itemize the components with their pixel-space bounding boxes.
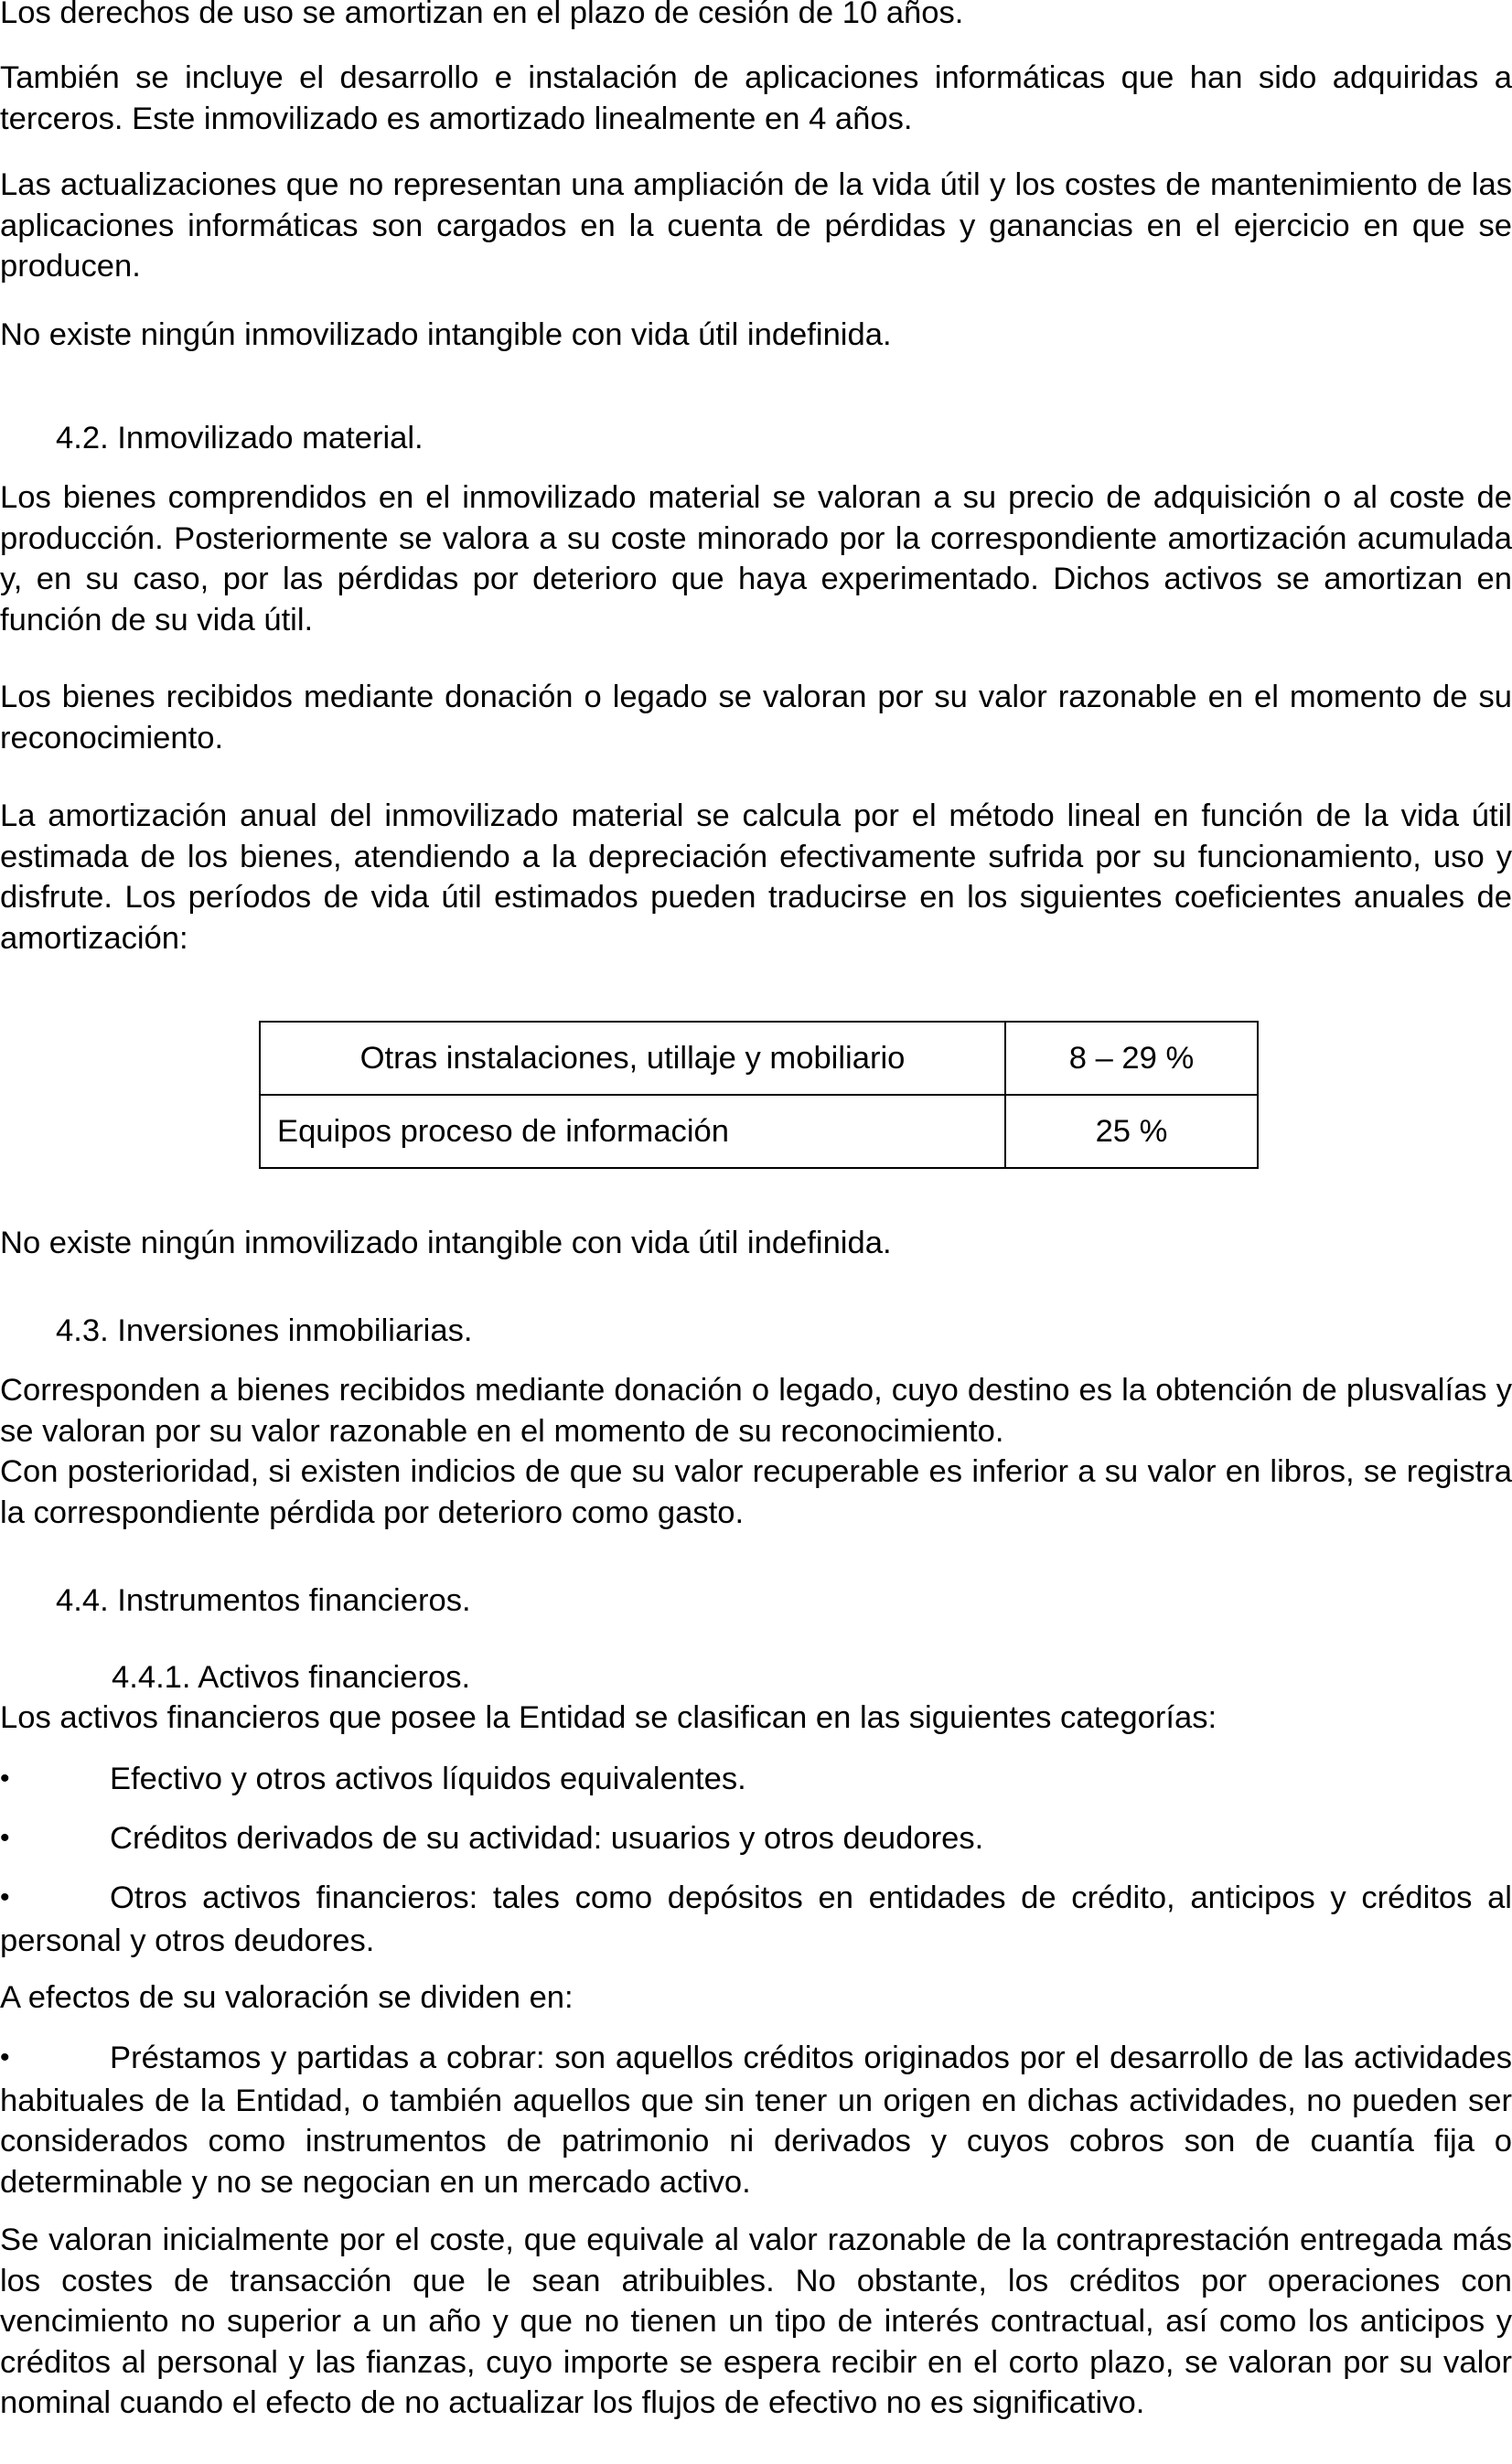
heading-4-4-1: 4.4.1. Activos financieros. (112, 1660, 471, 1695)
paragraph-valoracion: A efectos de su valoración se dividen en: (0, 1980, 574, 2015)
table-cell-rate: 25 % (1005, 1095, 1258, 1168)
list-item-text: Créditos derivados de su actividad: usuarios y otros deudores. (110, 1821, 984, 1856)
list-item (0, 1878, 1512, 1961)
paragraph-derechos-uso: Los derechos de uso se amortizan en el plazo de cesión de 10 años. (0, 0, 964, 30)
paragraph-amortizacion-anual: La amortización anual del inmovilizado material se calcula por el método lineal en función de la vida útil estimada de los bienes, atendiendo a la depreciación efectivamente sufrida por su funcionamiento, uso y disfrute. Los períodos de vida útil estimados pueden traducirse en los siguientes coeficientes anuales de amortización: (0, 798, 1512, 956)
list-item (0, 2038, 1512, 2202)
paragraph-no-intangible-1: No existe ningún inmovilizado intangible con vida útil indefinida. (0, 317, 892, 352)
list-item (0, 1818, 1512, 1861)
table-cell-concept: Otras instalaciones, utillaje y mobiliario (260, 1022, 1005, 1095)
paragraph-bienes-comprendidos: Los bienes comprendidos en el inmovilizado material se valoran a su precio de adquisición o al coste de producción. Posteriormente se valora a su coste minorado por la correspondiente amortización acumulada y, en su caso, por las pérdidas por deterioro que haya experimentado. Dichos activos se amortizan en función de su vida útil. (0, 480, 1512, 637)
paragraph-valoran-inicialmente: Se valoran inicialmente por el coste, que equivale al valor razonable de la contraprestación entregada más los costes de transacción que le sean atribuibles. No obstante, los créditos por operaciones con vencimiento no superior a un año y que no tienen un tipo de interés contractual, así como los anticipos y créditos al personal y las fianzas, cuyo importe se espera recibir en el corto plazo, se valoran por su valor nominal cuando el efecto de no actualizar los flujos de efectivo no es significativo. (0, 2223, 1512, 2421)
bullet-icon: • (0, 2042, 10, 2073)
list-item-text: Efectivo y otros activos líquidos equivalentes. (110, 1762, 746, 1796)
bullet-icon: • (0, 1882, 10, 1912)
list-item-text: Otros activos financieros: tales como depósitos en entidades de crédito, anticipos y créditos al personal y otros deudores. (0, 1880, 1512, 1958)
table-row (260, 1022, 1258, 1095)
paragraph-corresponden: Corresponden a bienes recibidos mediante donación o legado, cuyo destino es la obtención de plusvalías y se valoran por su valor razonable en el momento de su reconocimiento. (0, 1373, 1512, 1449)
paragraph-posterioridad: Con posterioridad, si existen indicios de que su valor recuperable es inferior a su valor en libros, se registra la correspondiente pérdida por deterioro como gasto. (0, 1454, 1512, 1530)
paragraph-categorias: Los activos financieros que posee la Entidad se clasifican en las siguientes categorías: (0, 1700, 1217, 1735)
heading-4-4: 4.4. Instrumentos financieros. (56, 1583, 471, 1618)
paragraph-actualizaciones: Las actualizaciones que no representan una ampliación de la vida útil y los costes de mantenimiento de las aplicaciones informáticas son cargados en la cuenta de pérdidas y ganancias en el ejercicio en que se producen. (0, 167, 1512, 284)
paragraph-aplicaciones: También se incluye el desarrollo e instalación de aplicaciones informáticas que han sido adquiridas a terceros. Este inmovilizado es amortizado linealmente en 4 años. (0, 60, 1512, 136)
list-item-text: Préstamos y partidas a cobrar: son aquellos créditos originados por el desarrollo de las actividades habituales de la Entidad, o también aquellos que sin tener un origen en dichas actividades, no pueden ser considerados como instrumentos de patrimonio ni derivados y cuyos cobros son de cuantía fija o determinable y no se negocian en un mercado activo. (0, 2041, 1512, 2200)
table-row (260, 1095, 1258, 1168)
heading-4-3: 4.3. Inversiones inmobiliarias. (56, 1313, 473, 1348)
list-item (0, 1759, 1512, 1802)
bullet-icon: • (0, 1823, 10, 1853)
table-cell-rate: 8 – 29 % (1005, 1022, 1258, 1095)
table-cell-concept: Equipos proceso de información (260, 1095, 1005, 1168)
paragraph-no-intangible-2: No existe ningún inmovilizado intangible con vida útil indefinida. (0, 1226, 892, 1260)
heading-4-2: 4.2. Inmovilizado material. (56, 421, 424, 455)
paragraph-donacion: Los bienes recibidos mediante donación o legado se valoran por su valor razonable en el momento de su reconocimiento. (0, 680, 1512, 755)
coefficients-table (259, 1021, 1259, 1169)
bullet-icon: • (0, 1763, 10, 1794)
